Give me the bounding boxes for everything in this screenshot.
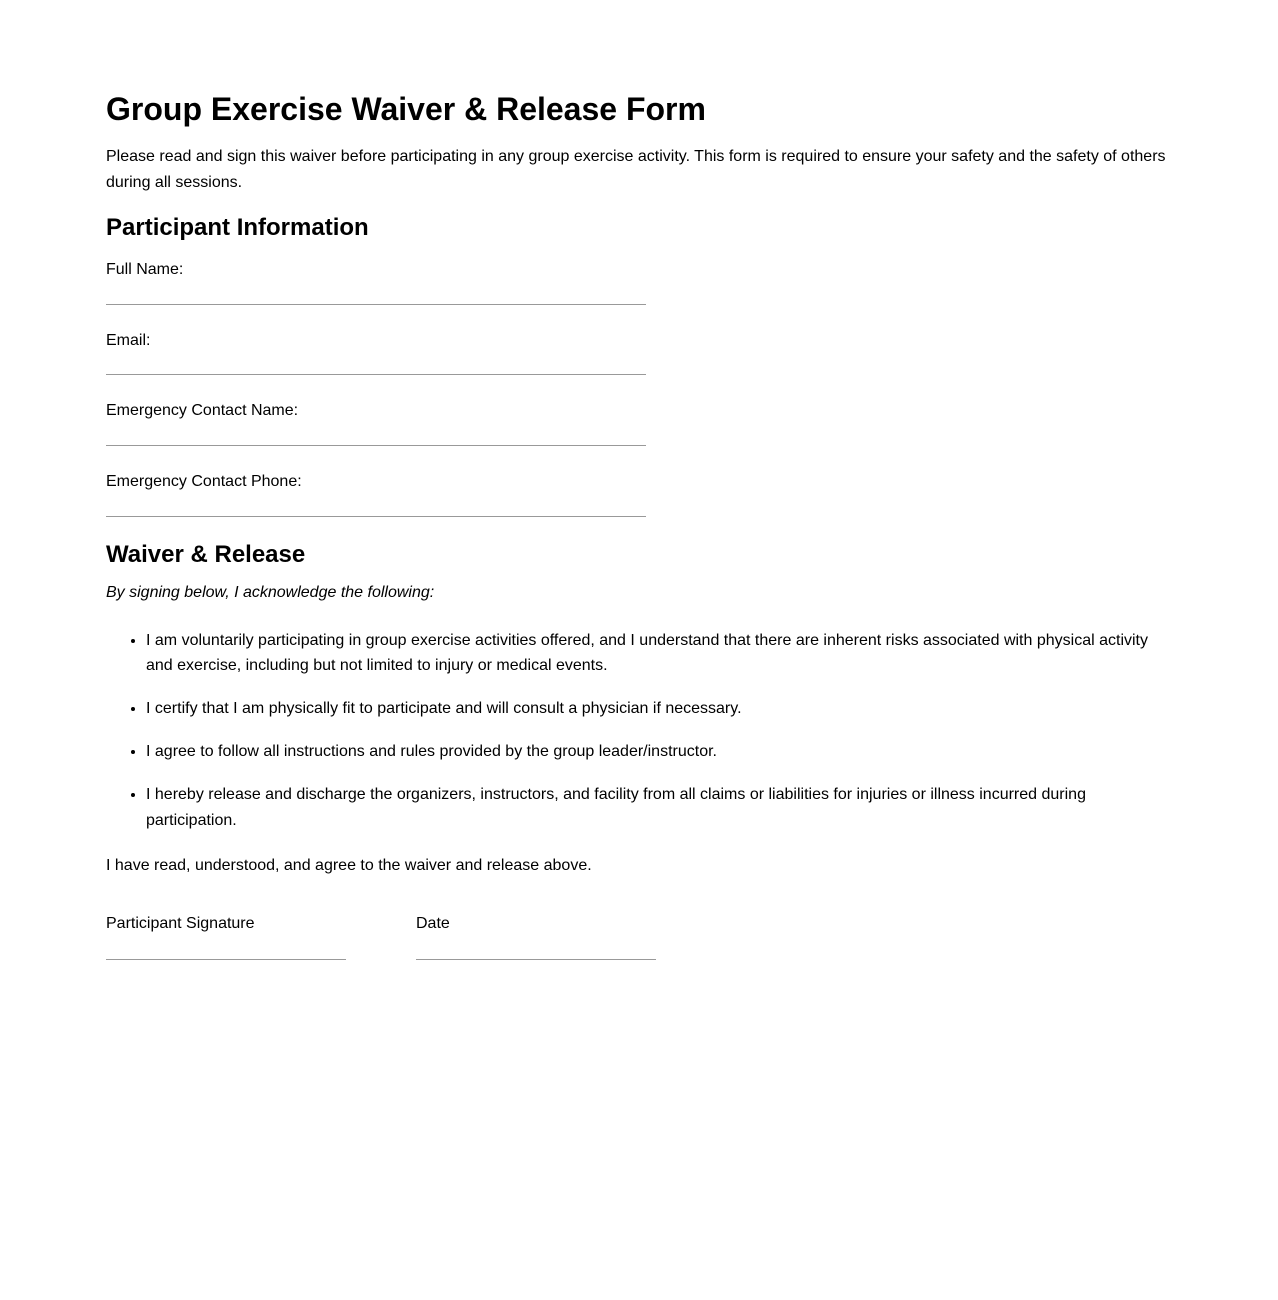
- full-name-input[interactable]: [106, 282, 646, 305]
- emergency-contact-phone-input[interactable]: [106, 494, 646, 517]
- email-input[interactable]: [106, 352, 646, 375]
- emergency-contact-name-input[interactable]: [106, 423, 646, 446]
- email-label: Email:: [106, 332, 151, 349]
- waiver-term: • I hereby release and discharge the organizers, instructors, and facility from all claims or liabilities for injuries or illness incurred during participation.: [146, 782, 1172, 834]
- waiver-term: • I certify that I am physically fit to participate and will consult a physician if necessary.: [146, 696, 1172, 721]
- full-name-label: Full Name:: [106, 261, 184, 278]
- waiver-terms-list: [106, 628, 1172, 852]
- waiver-term: • I am voluntarily participating in group exercise activities offered, and I understand that there are inherent risks associated with physical activity and exercise, including but not limited to injury or medical events.: [146, 628, 1172, 678]
- intro-text: Please read and sign this waiver before participating in any group exercise activity. This form is required to ensure your safety and the safety of others during all sessions.: [106, 148, 1166, 191]
- waiver-heading: Waiver & Release: [106, 541, 306, 568]
- emergency-contact-name-label: Emergency Contact Name:: [106, 402, 299, 419]
- signature-label: Participant Signature: [106, 915, 255, 932]
- emergency-contact-phone-label: Emergency Contact Phone:: [106, 473, 302, 490]
- page-title: Group Exercise Waiver & Release Form: [106, 91, 706, 127]
- signature-input[interactable]: [106, 937, 346, 960]
- participant-info-heading: Participant Information: [106, 214, 369, 241]
- date-input[interactable]: [416, 937, 656, 960]
- agreement-text: I have read, understood, and agree to the waiver and release above.: [106, 857, 592, 874]
- waiver-lead: By signing below, I acknowledge the following:: [106, 584, 435, 601]
- date-label: Date: [416, 915, 450, 932]
- waiver-term: • I agree to follow all instructions and rules provided by the group leader/instructor.: [146, 739, 1172, 764]
